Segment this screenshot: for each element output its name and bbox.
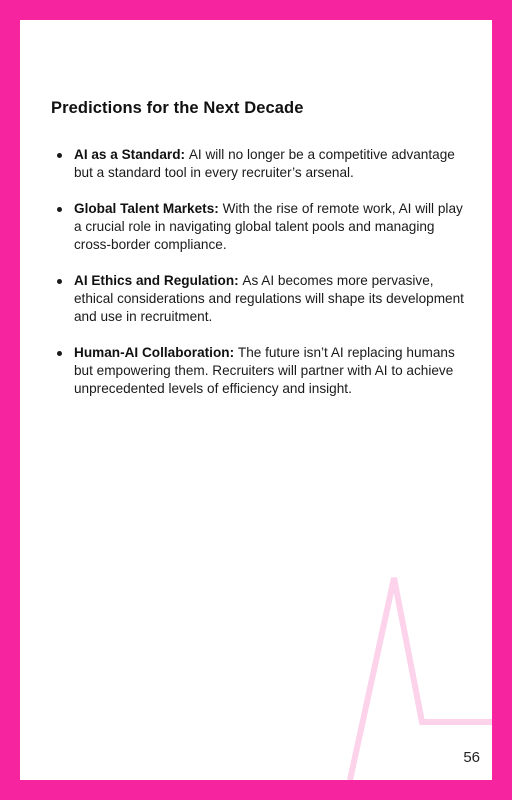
bullet-text: AI will no longer be a competitive advantage but a standard tool in every recruiter’s arsenal. (74, 147, 455, 180)
bullet-text: As AI becomes more pervasive, ethical considerations and regulations will shape its development and use in recruitment. (74, 273, 464, 324)
list-item (51, 146, 469, 182)
bullet-dot-icon (57, 153, 62, 158)
bullet-term: Human-AI Collaboration: (74, 345, 238, 360)
bullet-dot-icon (57, 207, 62, 212)
bullet-term: AI as a Standard: (74, 147, 189, 162)
bullet-text: The future isn’t AI replacing humans but empowering them. Recruiters will partner with AI to achieve unprecedented levels of efficiency and insight. (74, 345, 455, 396)
section-heading: Predictions for the Next Decade (51, 99, 304, 117)
bullet-text: With the rise of remote work, AI will play a crucial role in navigating global talent pools and managing cross-border compliance. (74, 201, 463, 252)
bullet-term: AI Ethics and Regulation: (74, 273, 243, 288)
list-item (51, 200, 469, 254)
list-item (51, 344, 469, 398)
bullet-dot-icon (57, 351, 62, 356)
bullet-dot-icon (57, 279, 62, 284)
list-item (51, 272, 469, 326)
page-number: 56 (463, 749, 480, 766)
predictions-list (51, 146, 469, 416)
bullet-term: Global Talent Markets: (74, 201, 223, 216)
document-page (20, 20, 492, 780)
